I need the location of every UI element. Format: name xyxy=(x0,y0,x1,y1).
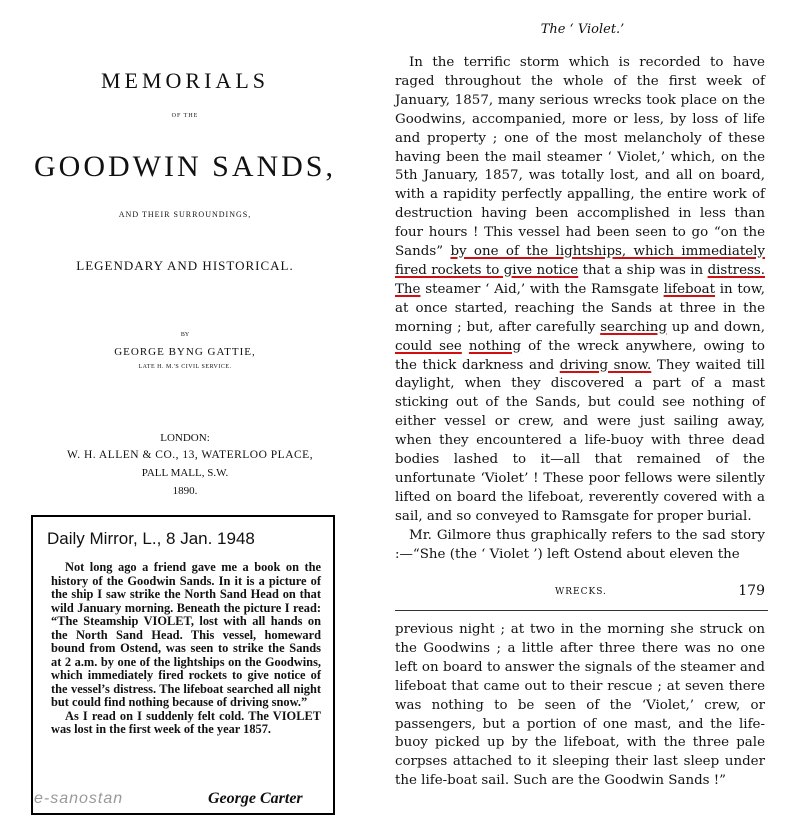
text-run: up and down, xyxy=(671,319,765,335)
title-page xyxy=(0,0,400,500)
text-run: In the terrific storm which is recorded to have raged throughout the whole of the first week of January, 1857, many serious wrecks took place on the Goodwins, accompanied, more or less, by loss of life and property ; one of the most melancholy of these having been the mail steamer ‘ Violet,’ which, on the 5th January, 1857, was totally lost, and all on board, with a rapidity perfectly appalling, the entire work of destruction having been accomplished in less than four hours ! This vessel had been seen to go “on the Sands” xyxy=(395,55,765,260)
page-number: 179 xyxy=(738,583,765,599)
text-run: They waited till daylight, when they discovered a part of a mast sticking out of the Sands, but could see nothing of either vessel or crew, and were just sailing away, when they encountered a life-buoy with three dead bodies lashed to it—all that remained of the unfortunate ‘Violet’ ! These poor fellows were silently lifted on board the lifeboat, reverently covered with a sail, and so conveyed to Ramsgate for proper burial. xyxy=(395,357,765,524)
footer-title: WRECKS. xyxy=(555,587,607,597)
book-title: MEMORIALS xyxy=(100,68,269,93)
clipping-body xyxy=(51,561,321,737)
publisher-name: W. H. ALLEN & CO., 13, WATERLOO PLACE, xyxy=(66,449,314,461)
underlined-phrase: lifeboat xyxy=(663,281,716,297)
title-by: BY xyxy=(180,332,190,338)
book-subject: GOODWIN SANDS, xyxy=(34,150,336,183)
page-divider xyxy=(395,610,768,611)
publication-year: 1890. xyxy=(172,485,198,497)
publisher-address: PALL MALL, S.W. xyxy=(141,467,229,479)
text-run: steamer ‘ Aid,’ with the Ramsgate xyxy=(425,281,659,297)
paragraph xyxy=(395,54,765,527)
clipping-paragraph: Not long ago a friend gave me a book on the history of the Goodwin Sands. In it is a picture of the ship I saw strike the North Sand Head on that wild January morning. Beneath the picture I read: “The Steamship VIOLET, lost with all hands on the North Sand Head. This vessel, homeward bound from Ostend, was seen to strike the Sands at 2 a.m. by one of the lightships on the Goodwins, which immediately fired rockets to give notice of the vessel’s distress. The lifeboat searched all night but could find nothing because of driving snow.” xyxy=(51,560,321,709)
title-surroundings: AND THEIR SURROUNDINGS, xyxy=(118,210,252,219)
underlined-phrase: driving snow. xyxy=(559,357,652,373)
text-run: in tow, at once started, reaching the Sands at three in the morning ; but, after carefully xyxy=(395,281,765,335)
author-note: LATE H. M.'S CIVIL SERVICE. xyxy=(138,364,232,370)
underlined-phrase: by one of the lightships, which immediately fired rockets to give notice xyxy=(395,244,765,278)
watermark: e-sanostan xyxy=(34,790,124,807)
underlined-phrase: nothing xyxy=(468,338,522,354)
page-body xyxy=(395,54,765,564)
underlined-phrase: could see xyxy=(395,338,462,354)
next-page-text: previous night ; at two in the morning she struck on the Goodwins ; a little after three there was no one left on board to answer the signals of the steamer and lifeboat that came out to their rescue ; at seven there was nothing to be seen of the ‘Violet,’ crew, or passengers, but a portion of one mast, and the life-buoy picked up by the lifeboat, with the three pale corpses attached to it sleeping their last sleep under the life-boat sail. Such are the Goodwin Sands !” xyxy=(395,622,765,789)
author-name: GEORGE BYNG GATTIE, xyxy=(114,346,256,358)
underlined-phrase: searching xyxy=(600,319,667,335)
title-legendary: LEGENDARY AND HISTORICAL. xyxy=(76,258,294,273)
text-run: of the wreck anywhere, owing to the thick darkness and xyxy=(395,338,765,373)
text-run: that a ship was in xyxy=(582,262,704,278)
title-of-the: OF THE xyxy=(171,113,199,119)
clipping-header: Daily Mirror, L., 8 Jan. 1948 xyxy=(47,529,255,548)
clipping-paragraph: As I read on I suddenly felt cold. The VIOLET was lost in the first week of the year 1857. xyxy=(51,708,321,736)
newspaper-clipping xyxy=(31,515,335,815)
publisher-city: LONDON: xyxy=(160,432,210,444)
running-head: The ‘ Violet.’ xyxy=(540,22,625,37)
clipping-signature: George Carter xyxy=(208,790,303,807)
paragraph: Mr. Gilmore thus graphically refers to the sad story :—“She (the ‘ Violet ’) left Ostend about eleven the xyxy=(395,527,765,562)
underlined-phrase: distress. The xyxy=(395,262,765,297)
